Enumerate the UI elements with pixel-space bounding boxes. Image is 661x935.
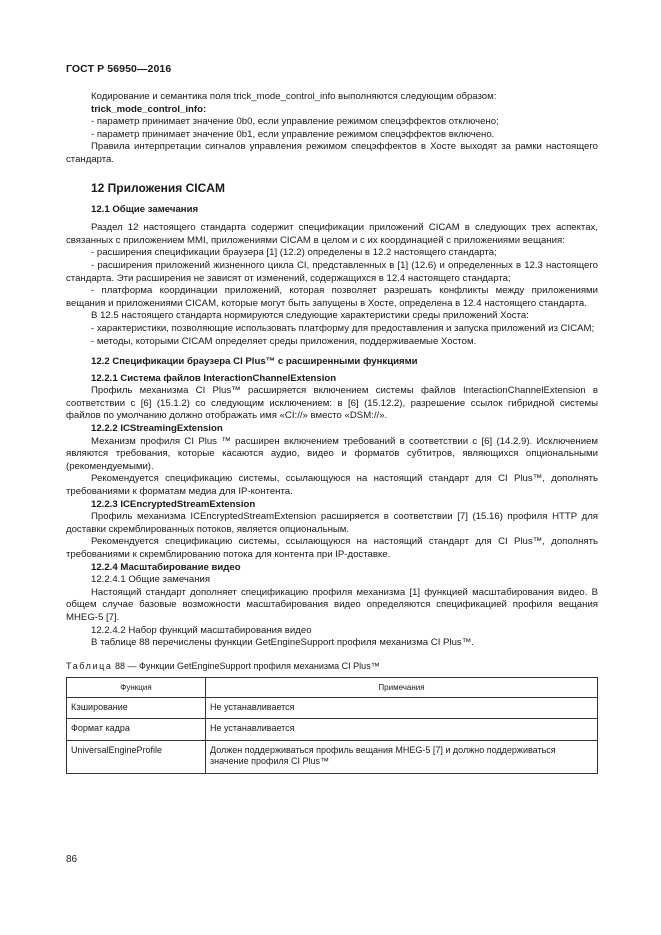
list-item: - расширения приложений жизненного цикла CI, представленных в [1] (12.6) и определенных в 12.3 настоящего стандарта. Эти расширения не зависят от изменений, содержащихся в 12.4 настоящего стандарта;	[66, 259, 598, 284]
page-content	[66, 91, 598, 774]
list-item: - параметр принимает значение 0b0, если управление режимом спецэффектов отключено;	[91, 116, 499, 128]
table-cell: Не устанавливается	[206, 719, 598, 741]
list-item: - платформа координации приложений, которая позволяет разрешать конфликты между приложениями вещания и приложениями CICAM, которые могут быть запущены в Хосте, определена в 12.4 настоящего стандарта.	[66, 285, 598, 309]
subsubsection-heading: 12.2.4 Масштабирование видео	[91, 561, 241, 573]
table-caption-title: 88 — Функции GetEngineSupport профиля механизма CI Plus™	[112, 660, 380, 671]
intro-line: Кодирование и семантика поля trick_mode_control_info выполняются следующим образом:	[91, 91, 497, 102]
paragraph: Настоящий стандарт дополняет спецификацию профиля механизма [1] функцией масштабирования видео. В общем случае базовые возможности масштабирования видео определяются спецификацией профиля вещания MHEG-5 [7].	[66, 586, 598, 623]
table-header-row	[67, 678, 598, 698]
subsubsection-heading: 12.2.2 ICStreamingExtension	[91, 423, 223, 435]
section-heading: 12 Приложения CICAM	[91, 180, 225, 195]
list-item: - методы, которыми CICAM определяет среды приложения, поддерживаемые Хостом.	[91, 335, 477, 347]
table-row	[67, 740, 598, 773]
field-name: trick_mode_control_info:	[91, 103, 207, 115]
list-item: - параметр принимает значение 0b1, если управление режимом спецэффектов включено.	[91, 128, 495, 140]
subsection-heading: 12.1 Общие замечания	[91, 203, 199, 215]
table-caption-label: Таблица	[66, 660, 113, 671]
table-cell: UniversalEngineProfile	[67, 740, 206, 773]
paragraph: Профиль механизма CI Plus™ расширяется включением системы файлов InteractionChannelExtension в соответствии с [6] (15.1.2) со следующим исключением: в [6] (15.12.2), разрешение ссылок гибридной системы файлов по умолчанию должно отображать имя «CI://» вместо «DSM://».	[66, 385, 598, 422]
paragraph: Раздел 12 настоящего стандарта содержит спецификации приложений CICAM в следующих трех аспектах, связанных с приложением MMI, приложениями CICAM в целом и с их координацией с приложениями вещания:	[66, 222, 598, 246]
paragraph: Рекомендуется спецификацию системы, ссылающуюся на настоящий стандарт для CI Plus™, дополнять требованиями к скремблированию потока для контента при IP-доставке.	[66, 536, 598, 560]
table-cell: Должен поддерживаться профиль вещания MHEG-5 [7] и должно поддерживаться значение профиля CI Plus™	[206, 740, 598, 773]
subsubsection-heading: 12.2.3 ICEncryptedStreamExtension	[91, 498, 256, 510]
list-item: - характеристики, позволяющие использовать платформу для предоставления и запуска приложений из CICAM;	[91, 322, 595, 334]
paragraph: Профиль механизма ICEncryptedStreamExtension расширяется в соответствии [7] (15.16) профиля HTTP для доставки скремблированных потоков, является опциональным.	[66, 511, 598, 535]
column-header: Примечания	[206, 678, 598, 698]
page-number: 86	[66, 854, 78, 865]
table-caption	[66, 660, 598, 673]
paragraph: В таблице 88 перечислены функции GetEngineSupport профиля механизма CI Plus™.	[91, 637, 474, 649]
clause-heading: 12.2.4.1 Общие замечания	[91, 574, 211, 586]
table-row	[67, 697, 598, 719]
subsection-heading: 12.2 Спецификации браузера CI Plus™ с расширенными функциями	[91, 356, 418, 368]
table-cell: Кэширование	[67, 697, 206, 719]
standard-header: ГОСТ Р 56950—2016	[66, 63, 172, 75]
subsubsection-heading: 12.2.1 Система файлов InteractionChannelExtension	[91, 372, 337, 384]
paragraph: Правила интерпретации сигналов управления режимом спецэффектов в Хосте выходят за рамки настоящего стандарта.	[66, 141, 598, 165]
table-cell: Не устанавливается	[206, 697, 598, 719]
table-cell: Формат кадра	[67, 719, 206, 741]
paragraph: Механизм профиля CI Plus ™ расширен включением требований в соответствии с [6] (14.2.9). Исключением являются требования, которые касаются аудио, видео и форматов субтитров, являющихся опциональными (рекомендуемыми).	[66, 435, 598, 472]
paragraph: В 12.5 настоящего стандарта нормируются следующие характеристики среды приложений Хоста:	[91, 310, 529, 322]
list-item: - расширения спецификации браузера [1] (12.2) определены в 12.2 настоящего стандарта;	[91, 247, 497, 259]
functions-table	[66, 677, 598, 774]
clause-heading: 12.2.4.2 Набор функций масштабирования видео	[91, 624, 312, 636]
column-header: Функция	[67, 678, 206, 698]
paragraph: Рекомендуется спецификацию системы, ссылающуюся на настоящий стандарт для CI Plus™, дополнять требованиями к форматам медиа для IP-контента.	[66, 473, 598, 498]
table-row	[67, 719, 598, 741]
